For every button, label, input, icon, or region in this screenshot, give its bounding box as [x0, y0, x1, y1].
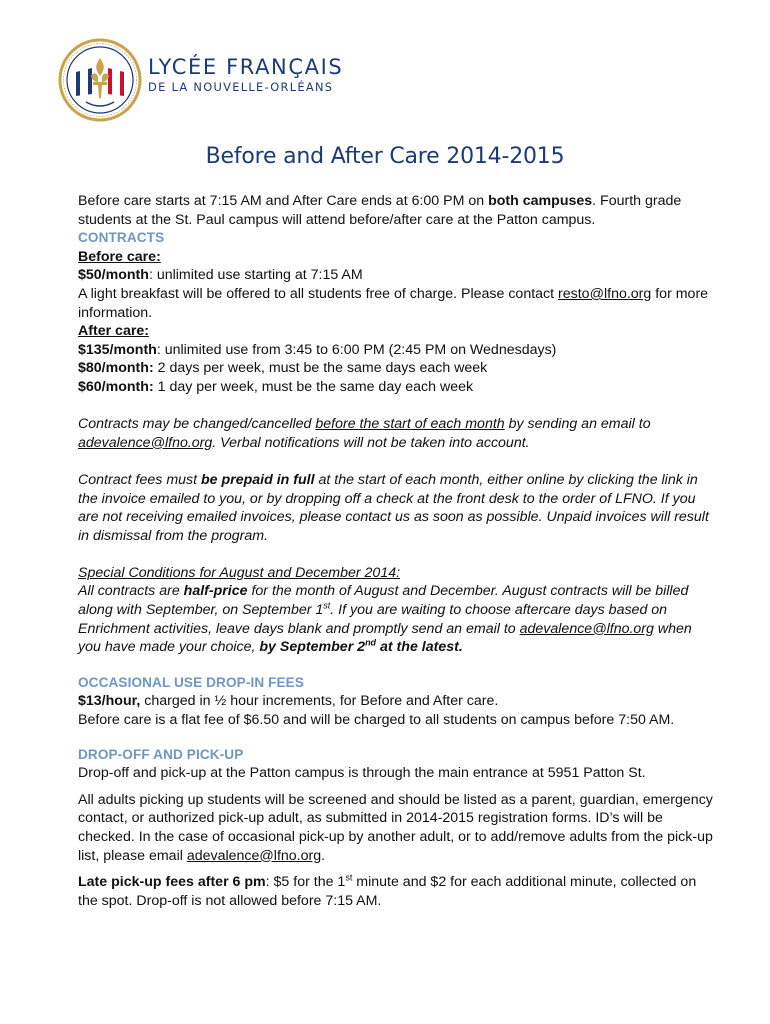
contract-fees-note: Contract fees must be prepaid in full at the start of each month, either online by clicking the link in the invoice emailed to you, or by dropping off a check at the front desk to the order of LFNO. If you are not receiving emailed invoices, please contact us as soon as possible. Unpaid invoices will result in dismissal from the program.	[78, 471, 709, 544]
special-conditions-text: All contracts are half-price for the month of August and December. August contracts will be billed along with September, on September 1st. If you are waiting to choose aftercare days based on Enrichment activities, leave days blank and promptly send an email to adevalence@lfno.org when you have made your choice, by September 2nd at the latest.	[78, 583, 692, 656]
school-name	[148, 55, 343, 95]
after-care-price-row: $80/month: 2 days per week, must be the same days each week	[78, 360, 488, 377]
section-heading-dropoff: DROP-OFF AND PICK-UP	[78, 746, 244, 762]
after-care-price-row: $135/month: unlimited use from 3:45 to 6:00 PM (2:45 PM on Wednesdays)	[78, 341, 557, 358]
breakfast-note: A light breakfast will be offered to all students free of charge. Please contact resto@lfno.org for more information.	[78, 285, 709, 321]
late-pickup-fees: Late pick-up fees after 6 pm: $5 for the 1st minute and $2 for each additional minute, collected on the spot. Drop-off is not allowed before 7:15 AM.	[78, 872, 697, 909]
pickup-screening: All adults picking up students will be screened and should be listed as a parent, guardian, emergency contact, or authorized pick-up adult, as submitted in 2014-2015 registration forms. ID’s will be checked. In the case of occasional pick-up by another adult, or to add/remove adults from the pick-up list, please email adevalence@lfno.org.	[78, 791, 713, 864]
document-body	[78, 192, 718, 910]
intro-paragraph: Before care starts at 7:15 AM and After Care ends at 6:00 PM on both campuses. Fourth grade students at the St. Paul campus will attend before/after care at the Patton campus.	[78, 193, 682, 228]
adevalence-email-link[interactable]: adevalence@lfno.org	[519, 620, 654, 637]
special-conditions-heading: Special Conditions for August and December 2014:	[78, 564, 401, 581]
occasional-flat-fee: Before care is a flat fee of $6.50 and will be charged to all students on campus before 7:50 AM.	[78, 712, 675, 729]
contract-change-note: Contracts may be changed/cancelled before the start of each month by sending an email to adevalence@lfno.org. Verbal notifications will not be taken into account.	[78, 416, 651, 451]
section-heading-occasional: OCCASIONAL USE DROP-IN FEES	[78, 674, 305, 690]
after-care-label: After care:	[78, 323, 149, 340]
dropoff-entrance: Drop-off and pick-up at the Patton campus is through the main entrance at 5951 Patton St.	[78, 765, 646, 782]
school-seal-logo	[58, 38, 142, 122]
section-heading-contracts: CONTRACTS	[78, 230, 165, 246]
before-care-price: $50/month: unlimited use starting at 7:15 AM	[78, 267, 363, 284]
document-title: Before and After Care 2014-2015	[205, 144, 565, 169]
resto-email-link[interactable]: resto@lfno.org	[558, 285, 652, 302]
adevalence-email-link[interactable]: adevalence@lfno.org	[78, 434, 213, 451]
letterhead	[58, 36, 458, 126]
adevalence-email-link[interactable]: adevalence@lfno.org	[186, 847, 322, 864]
school-name-line1: LYCÉE FRANÇAIS	[148, 55, 344, 79]
occasional-rate: $13/hour, charged in ½ hour increments, for Before and After care.	[78, 693, 499, 710]
before-care-label: Before care:	[78, 248, 161, 265]
after-care-price-row: $60/month: 1 day per week, must be the same day each week	[78, 378, 474, 395]
school-name-line2: DE LA NOUVELLE-ORLÉANS	[148, 80, 334, 94]
